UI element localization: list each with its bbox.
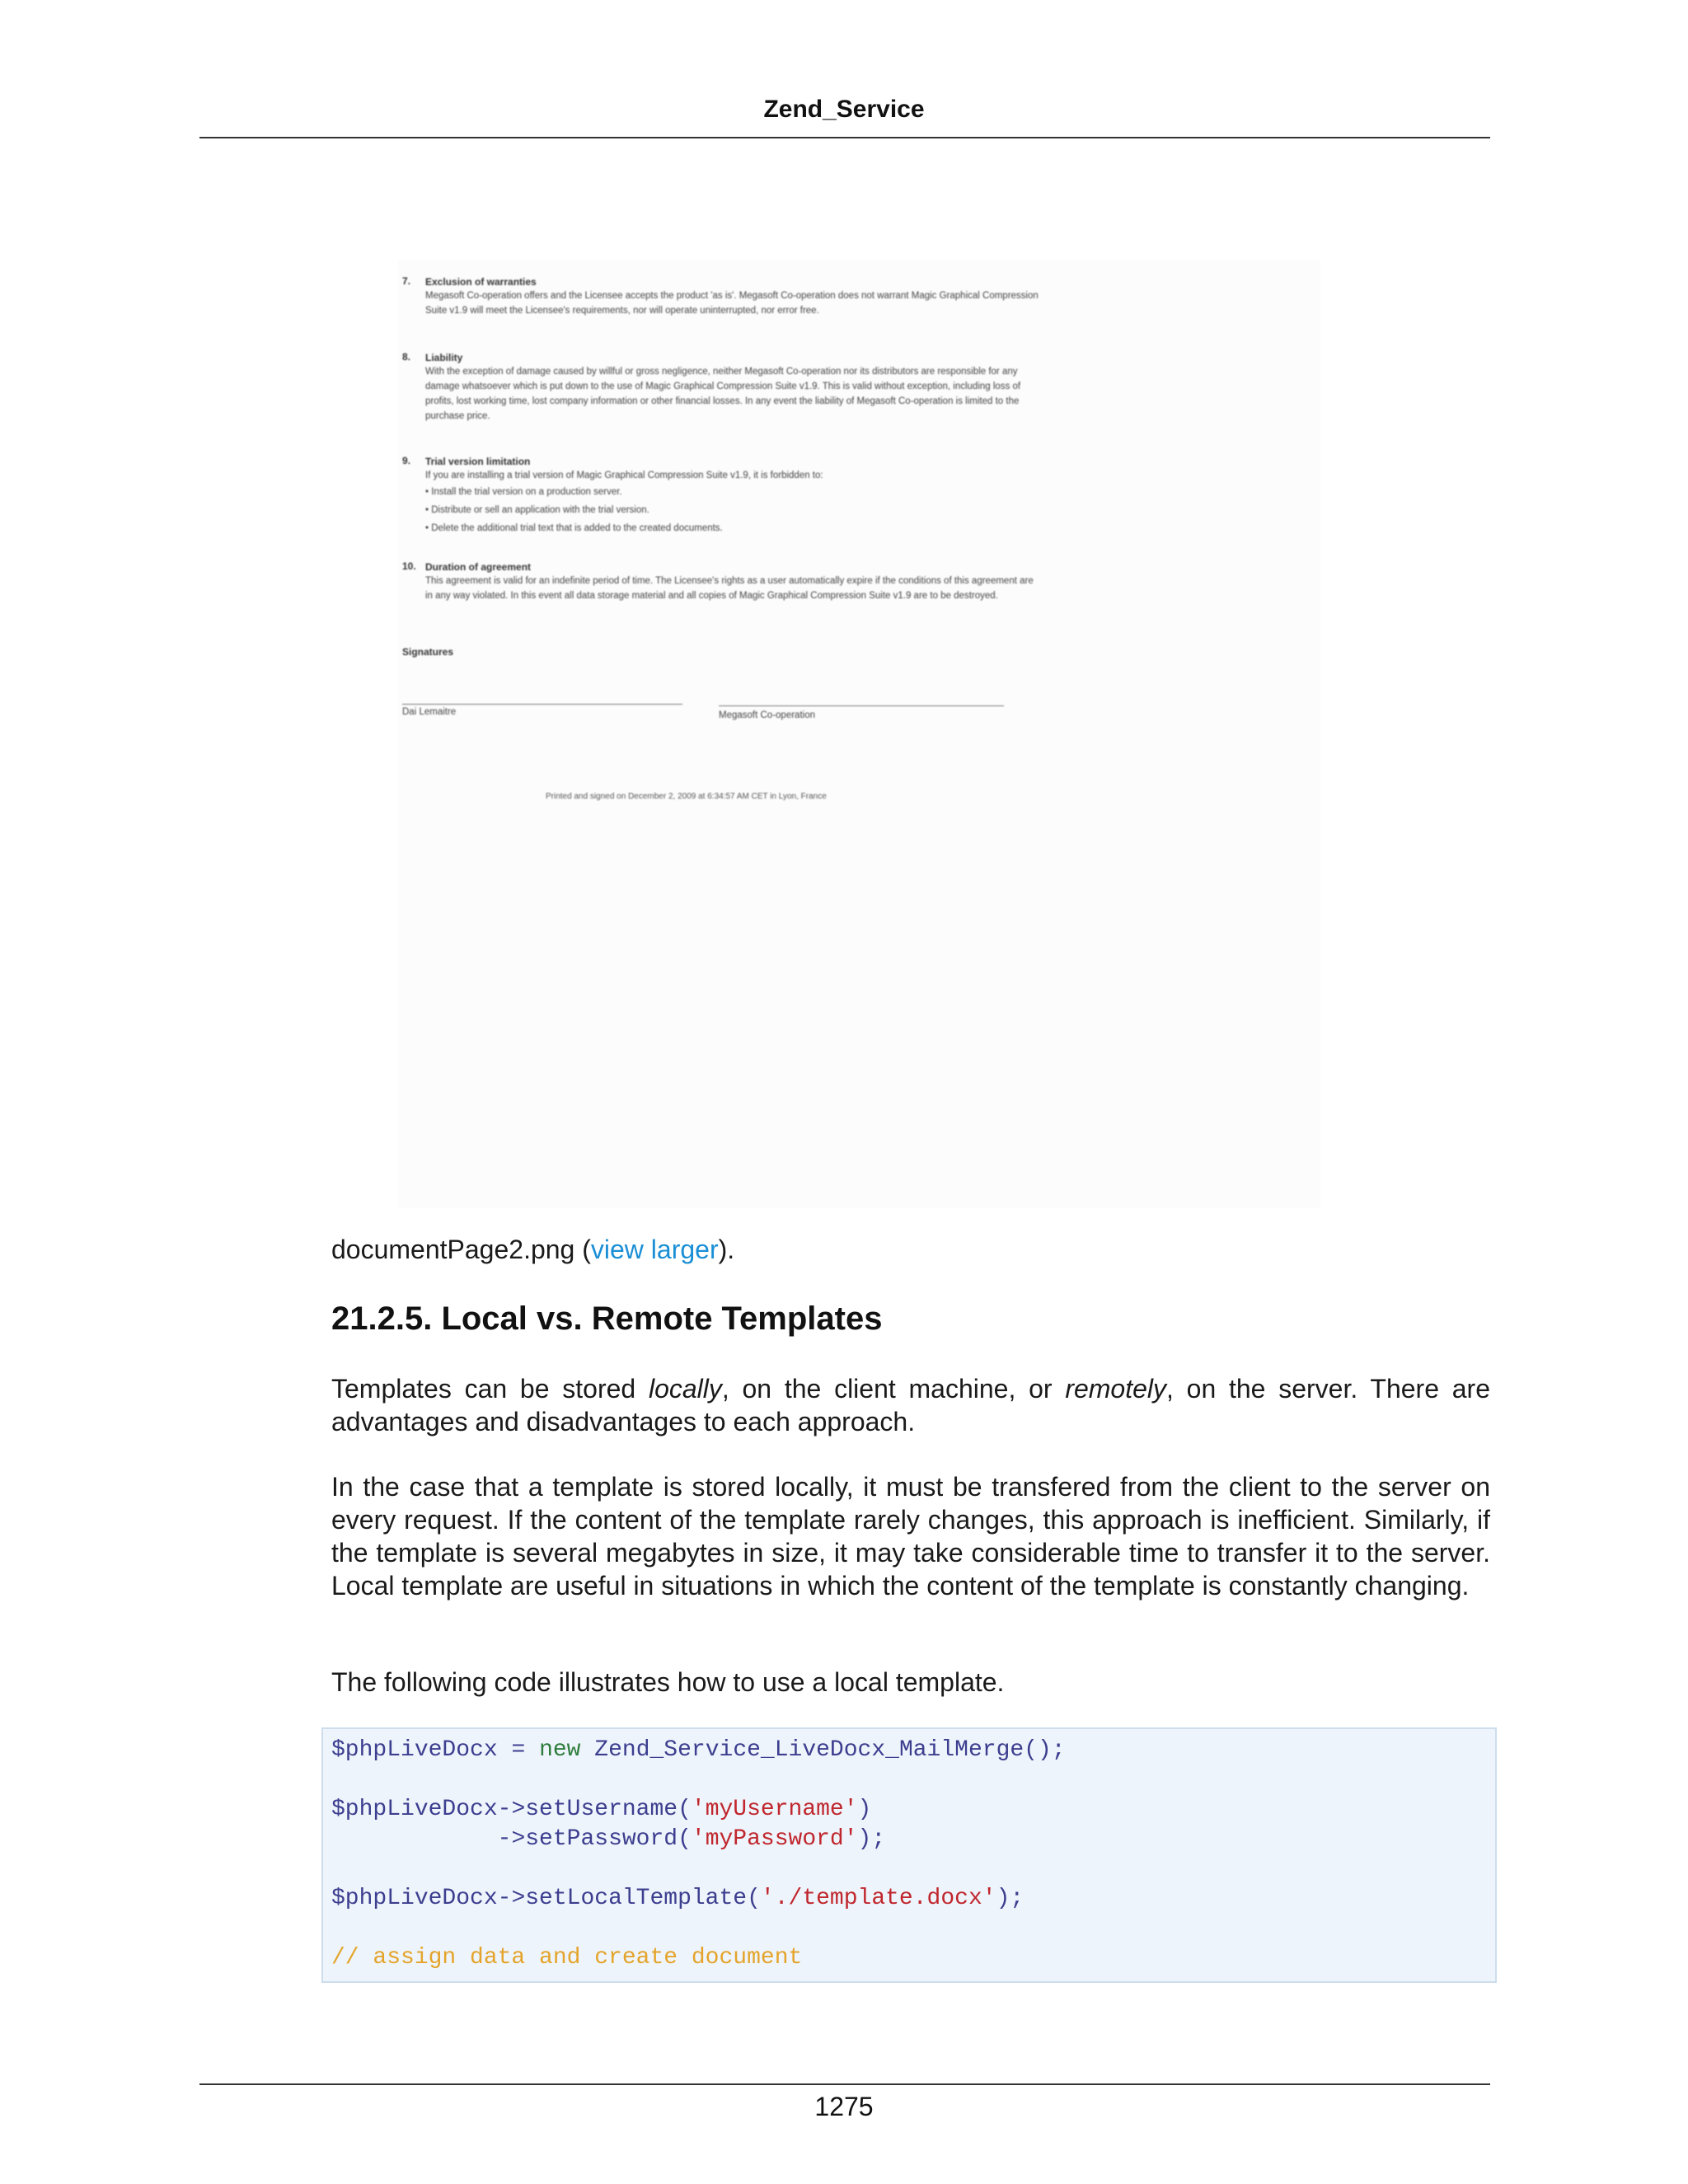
- caption-suffix: ).: [718, 1235, 735, 1264]
- code-punctuation: ();: [1024, 1737, 1066, 1763]
- doc-section-heading: Trial version limitation: [425, 456, 531, 467]
- doc-section-number: 10.: [402, 560, 416, 572]
- doc-bullet: • Install the trial version on a production server.: [425, 487, 622, 497]
- running-header: Zend_Service: [763, 96, 925, 123]
- code-class: Zend_Service_LiveDocx_MailMerge: [580, 1737, 1025, 1763]
- doc-section-heading: Liability: [425, 352, 463, 363]
- code-string: 'myUsername': [691, 1797, 858, 1822]
- code-punctuation: );: [996, 1886, 1025, 1911]
- footer-rule: [199, 2083, 1490, 2085]
- page-number: 1275: [814, 2092, 874, 2121]
- signature-line-left: [402, 704, 682, 705]
- doc-section-heading: Duration of agreement: [425, 561, 532, 573]
- code-method: ->setUsername(: [497, 1797, 692, 1822]
- signatory-left: Dai Lemaitre: [402, 707, 457, 717]
- document-page-screenshot: [397, 260, 1320, 1208]
- code-listing: [321, 1727, 1497, 1983]
- doc-section-body: With the exception of damage caused by willful or gross negligence, neither Megasoft Co-operation nor its distributors are responsible for any damage whatsoever which is put down to the use of Magic Graphical Compression Suite v1.9. This is valid without exception, including loss of profits, lost working time, lost company information or other financial losses. In any event the liability of Megasoft Co-operation is limited to the purchase price.: [425, 367, 1021, 421]
- code-string: 'myPassword': [691, 1826, 858, 1852]
- signature-line-right: [719, 705, 1004, 706]
- doc-section-9: [397, 455, 1040, 537]
- paragraph-code-intro: The following code illustrates how to use a local template.: [331, 1667, 1005, 1697]
- code-keyword: new: [539, 1737, 581, 1763]
- caption-filename: documentPage2.png (: [331, 1235, 591, 1264]
- paragraph-storage: [331, 1372, 1490, 1438]
- code-method: ->setPassword(: [497, 1826, 692, 1852]
- printed-note: Printed and signed on December 2, 2009 at 6:34:57 AM CET in Lyon, France: [546, 792, 827, 801]
- code-variable: $phpLiveDocx: [331, 1737, 498, 1763]
- doc-section-7: [397, 275, 1040, 318]
- header-rule: [199, 137, 1490, 138]
- code-punctuation: ): [857, 1797, 872, 1822]
- doc-section-body: This agreement is valid for an indefinite period of time. The Licensee's rights as a user automatically expire if the conditions of this agreement are in any way violated. In this event all data storage material and all copies of Magic Graphical Compression Suite v1.9 are to be destroyed.: [425, 576, 1034, 601]
- section-heading: 21.2.5. Local vs. Remote Templates: [331, 1301, 883, 1337]
- emphasis-locally: locally: [648, 1374, 722, 1404]
- code-comment: // assign data and create document: [331, 1945, 803, 1971]
- doc-bullet: • Delete the additional trial text that is added to the created documents.: [425, 523, 723, 533]
- code-punctuation: );: [857, 1826, 886, 1852]
- text-run: , on the client machine, or: [721, 1374, 1066, 1404]
- doc-section-8: [397, 351, 1040, 424]
- doc-section-number: 7.: [402, 275, 411, 287]
- doc-section-number: 9.: [402, 455, 411, 466]
- doc-section-number: 8.: [402, 351, 411, 363]
- doc-section-heading: Exclusion of warranties: [425, 276, 537, 288]
- code-block: [331, 1736, 1066, 1973]
- doc-section-10: [397, 560, 1040, 603]
- code-string: './template.docx': [760, 1886, 996, 1911]
- code-indent: [331, 1826, 498, 1852]
- doc-bullet: • Distribute or sell an application with the trial version.: [425, 505, 649, 515]
- doc-section-body: Megasoft Co-operation offers and the Licensee accepts the product 'as is'. Megasoft Co-operation does not warrant Magic Graphical Compression Suite v1.9 will meet the Licensee's requirements, nor will operate uninterrupted, nor error free.: [425, 291, 1039, 316]
- figure-caption: [331, 1235, 734, 1265]
- paragraph-local-template: In the case that a template is stored locally, it must be transfered from the client to the server on every request. If the content of the template rarely changes, this approach is inefficient. Similarly, if the template is several megabytes in size, it may take considerable time to transfer it to the server. Local template are useful in situations in which the content of the template is constantly changing.: [331, 1472, 1490, 1601]
- emphasis-remotely: remotely: [1065, 1374, 1167, 1404]
- text-run: Templates can be stored: [331, 1374, 649, 1404]
- code-variable: $phpLiveDocx: [331, 1886, 498, 1911]
- code-operator: =: [497, 1737, 540, 1763]
- code-method: ->setLocalTemplate(: [497, 1886, 761, 1911]
- signatory-right: Megasoft Co-operation: [719, 710, 815, 720]
- view-larger-link[interactable]: view larger: [590, 1235, 719, 1264]
- code-variable: $phpLiveDocx: [331, 1797, 498, 1822]
- doc-section-body: If you are installing a trial version of Magic Graphical Compression Suite v1.9, it is forbidden to:: [425, 471, 823, 480]
- text-run: , on the server. There are advantages and disadvantages to each approach.: [331, 1374, 1491, 1436]
- signatures-heading: Signatures: [402, 646, 454, 658]
